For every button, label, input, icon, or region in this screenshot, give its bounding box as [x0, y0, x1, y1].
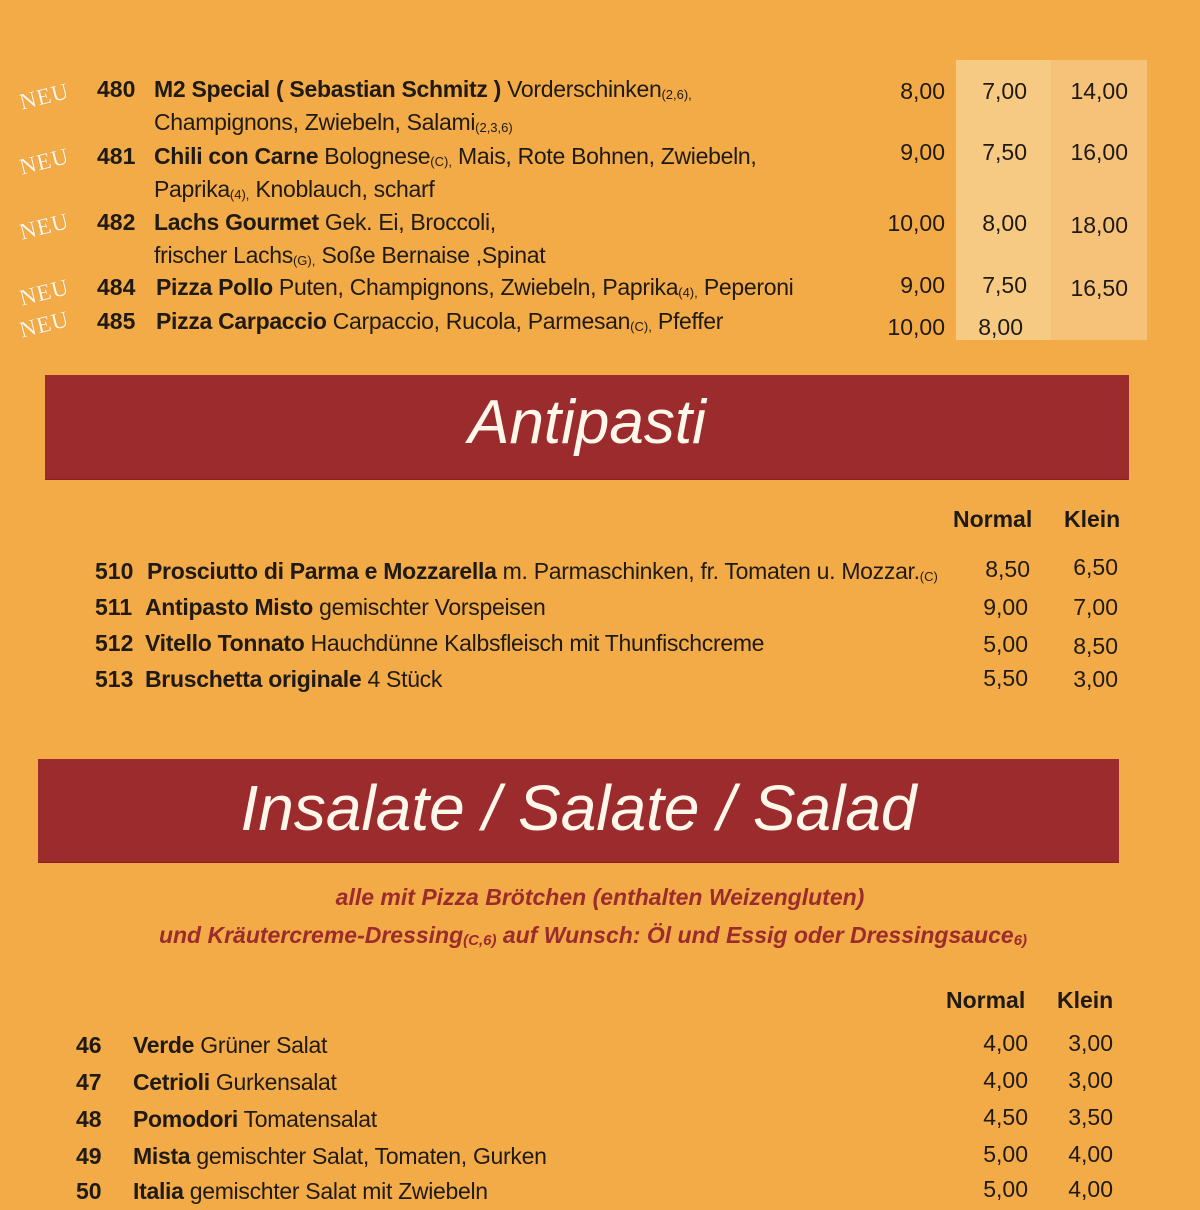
- new-badge: NEU: [16, 143, 72, 180]
- item-description: Vorderschinken: [501, 76, 662, 102]
- item-description: Hauchdünne Kalbsfleisch mit Thunfischcreme: [304, 630, 765, 656]
- allergen-code: (C),: [630, 319, 652, 334]
- salad-note-line-2: [0, 922, 1193, 949]
- item-line: [145, 630, 764, 657]
- item-name: Mista: [133, 1143, 191, 1169]
- new-badge: NEU: [16, 208, 72, 245]
- price-2: 7,50: [982, 139, 1027, 165]
- price-klein: 6,50: [1073, 554, 1118, 580]
- price-3: 14,00: [1070, 78, 1128, 104]
- item-name: Bruschetta originale: [145, 666, 362, 692]
- item-number: 49: [76, 1143, 102, 1169]
- item-name: Chili con Carne: [154, 143, 319, 169]
- item-line-2: [154, 176, 435, 203]
- item-number: 46: [76, 1032, 102, 1058]
- price-klein: 3,00: [1068, 1030, 1113, 1056]
- price-2: 8,00: [978, 314, 1023, 340]
- item-number: 482: [97, 209, 136, 235]
- item-description: Champignons, Zwiebeln, Salami: [154, 109, 476, 135]
- menu-item: [0, 664, 1200, 698]
- item-line: [133, 1178, 488, 1205]
- menu-item: [0, 1176, 1200, 1210]
- column-header-normal: Normal: [953, 506, 1033, 532]
- menu-item: [0, 628, 1200, 662]
- item-description: Knoblauch, scharf: [249, 176, 435, 202]
- allergen-code: (C): [919, 569, 938, 584]
- price-klein: 4,00: [1068, 1141, 1113, 1167]
- item-description: gemischter Salat mit Zwiebeln: [183, 1178, 488, 1204]
- item-line-1: [154, 76, 692, 103]
- item-number: 480: [97, 76, 136, 102]
- item-name: Cetrioli: [133, 1069, 210, 1095]
- item-line: [133, 1069, 337, 1096]
- price-klein: 7,00: [1073, 594, 1118, 620]
- item-line: [133, 1032, 327, 1059]
- note-text: und Kräutercreme-Dressing: [158, 922, 464, 948]
- price-3: 16,00: [1070, 139, 1128, 165]
- price-normal: 4,00: [983, 1067, 1028, 1093]
- menu-item: [0, 1141, 1200, 1175]
- price-normal: 9,00: [983, 594, 1028, 620]
- price-normal: 8,50: [985, 556, 1030, 582]
- item-number: 510: [95, 558, 134, 584]
- menu-item: [0, 1030, 1200, 1064]
- item-name: Pizza Carpaccio: [156, 308, 327, 334]
- item-description: Soße Bernaise ,Spinat: [315, 242, 546, 268]
- item-line-1: [156, 274, 794, 301]
- price-1: 9,00: [900, 139, 945, 165]
- price-2: 7,00: [982, 78, 1027, 104]
- allergen-code: (2,6),: [661, 87, 692, 102]
- item-line-2: [154, 242, 545, 269]
- item-description: m. Parmaschinken, fr. Tomaten u. Mozzar.: [496, 558, 920, 584]
- item-name: Verde: [133, 1032, 195, 1058]
- item-description: gemischter Salat, Tomaten, Gurken: [190, 1143, 547, 1169]
- price-klein: 4,00: [1068, 1176, 1113, 1202]
- item-number: 485: [97, 308, 136, 334]
- menu-item: [0, 1104, 1200, 1138]
- menu-item: [0, 1067, 1200, 1101]
- item-name: Pizza Pollo: [156, 274, 273, 300]
- price-1: 9,00: [900, 272, 945, 298]
- column-header-klein: Klein: [1057, 987, 1114, 1013]
- section-title: Antipasti: [468, 388, 706, 457]
- item-number: 481: [97, 143, 136, 169]
- item-number: 50: [76, 1178, 102, 1204]
- section-title: Insalate / Salate / Salad: [240, 772, 917, 844]
- price-normal: 4,50: [983, 1104, 1028, 1130]
- item-line: [145, 594, 545, 621]
- allergen-code: 6): [1013, 932, 1028, 949]
- allergen-code: (G),: [292, 253, 316, 268]
- item-name: Italia: [133, 1178, 184, 1204]
- price-2: 7,50: [982, 272, 1027, 298]
- item-description: Peperoni: [697, 274, 794, 300]
- allergen-code: (4),: [229, 187, 250, 202]
- item-description: Puten, Champignons, Zwiebeln, Paprika: [272, 274, 679, 300]
- item-line-1: [154, 209, 496, 236]
- item-description: Grüner Salat: [194, 1032, 328, 1058]
- salad-note-line-1: alle mit Pizza Brötchen (enthalten Weizengluten): [335, 884, 865, 910]
- item-number: 511: [95, 594, 133, 620]
- column-header-normal: Normal: [946, 987, 1026, 1013]
- item-description: Tomatensalat: [237, 1106, 377, 1132]
- item-description: frischer Lachs: [154, 242, 293, 268]
- price-3: 16,50: [1070, 275, 1128, 301]
- price-normal: 5,00: [983, 631, 1028, 657]
- menu-item: [0, 592, 1200, 626]
- price-1: 10,00: [887, 210, 945, 236]
- item-number: 513: [95, 666, 134, 692]
- item-name: M2 Special ( Sebastian Schmitz ): [154, 76, 502, 102]
- new-badge: NEU: [16, 274, 72, 311]
- item-description: 4 Stück: [361, 666, 443, 692]
- menu-item: [0, 556, 1200, 590]
- item-description: Paprika: [154, 176, 230, 202]
- item-description: Mais, Rote Bohnen, Zwiebeln,: [451, 143, 757, 169]
- allergen-code: (C,6): [463, 932, 497, 949]
- price-2: 8,00: [982, 210, 1027, 236]
- price-klein: 3,50: [1068, 1104, 1113, 1130]
- item-name: Antipasto Misto: [145, 594, 313, 620]
- item-line-2: [154, 109, 513, 136]
- item-number: 48: [76, 1106, 102, 1132]
- item-line: [147, 558, 938, 585]
- item-description: Pfeffer: [651, 308, 724, 334]
- price-1: 8,00: [900, 78, 945, 104]
- item-name: Pomodori: [133, 1106, 238, 1132]
- column-header-klein: Klein: [1064, 506, 1121, 532]
- note-text: auf Wunsch: Öl und Essig oder Dressingsauce: [496, 922, 1014, 948]
- price-klein: 3,00: [1068, 1067, 1113, 1093]
- item-name: Lachs Gourmet: [154, 209, 319, 235]
- item-description: gemischter Vorspeisen: [313, 594, 546, 620]
- item-description: Gek. Ei, Broccoli,: [318, 209, 496, 235]
- allergen-code: (4),: [678, 285, 698, 300]
- item-description: Carpaccio, Rucola, Parmesan: [326, 308, 631, 334]
- price-normal: 4,00: [983, 1030, 1028, 1056]
- allergen-code: (2,3,6): [475, 120, 513, 135]
- item-number: 512: [95, 630, 134, 656]
- allergen-code: (C),: [430, 154, 452, 169]
- item-description: Bolognese: [318, 143, 431, 169]
- item-description: Gurkensalat: [209, 1069, 337, 1095]
- new-badge: NEU: [16, 78, 72, 115]
- item-name: Vitello Tonnato: [145, 630, 305, 656]
- price-normal: 5,00: [983, 1141, 1028, 1167]
- item-line-1: [156, 308, 723, 335]
- item-line: [133, 1143, 547, 1170]
- item-name: Prosciutto di Parma e Mozzarella: [147, 558, 497, 584]
- item-line: [145, 666, 442, 693]
- item-line: [133, 1106, 377, 1133]
- item-number: 484: [97, 274, 136, 300]
- price-3: 18,00: [1070, 212, 1128, 238]
- new-badge: NEU: [16, 306, 72, 343]
- price-1: 10,00: [887, 314, 945, 340]
- price-normal: 5,00: [983, 1176, 1028, 1202]
- price-klein: 8,50: [1073, 633, 1118, 659]
- price-klein: 3,00: [1073, 666, 1118, 692]
- section-banner-salate: [38, 759, 1119, 862]
- item-line-1: [154, 143, 757, 170]
- section-banner-antipasti: [45, 375, 1129, 479]
- price-normal: 5,50: [983, 665, 1028, 691]
- item-number: 47: [76, 1069, 102, 1095]
